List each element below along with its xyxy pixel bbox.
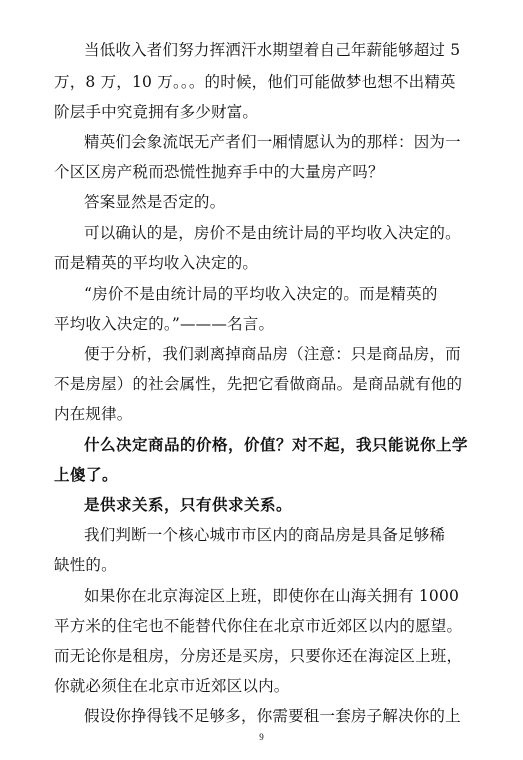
page-number: 9 xyxy=(259,732,264,742)
paragraph-line: 个区区房产税而恐慌性抛弃手中的大量房产吗？ xyxy=(54,163,384,181)
paragraph-line: 精英们会象流氓无产者们一厢情愿认为的那样：因为一 xyxy=(84,133,461,151)
paragraph-line: 当低收入者们努力挥洒汗水期望着自己年薪能够超过 5 xyxy=(84,41,461,59)
paragraph-line: 你就必须住在北京市近郊区以内。 xyxy=(54,677,290,695)
paragraph-line: 而无论你是租房，分房还是买房，只要你还在海淀区上班， xyxy=(54,647,463,665)
paragraph-line: 平方米的住宅也不能替代你住在北京市近郊区以内的愿望。 xyxy=(54,617,463,635)
quote-line: “房价不是由统计局的平均收入决定的。而是精英的 xyxy=(84,285,438,303)
paragraph-line: 我们判断一个核心城市市区内的商品房是具备足够稀 xyxy=(84,526,446,544)
bold-paragraph-line: 什么决定商品的价格，价值？对不起，我只能说你上学 xyxy=(84,436,469,454)
paragraph-line: 答案显然是否定的。 xyxy=(84,193,226,211)
bold-paragraph-line: 是供求关系，只有供求关系。 xyxy=(84,496,293,514)
paragraph-line: 内在规律。 xyxy=(54,405,133,423)
quote-line: 平均收入决定的。”———名言。 xyxy=(54,315,275,333)
paragraph-line: 不是房屋）的社会属性，先把它看做商品。是商品就有他的 xyxy=(54,375,463,393)
paragraph-line: 如果你在北京海淀区上班，即使你在山海关拥有 1000 xyxy=(84,587,460,605)
bold-paragraph-line: 上傻了。 xyxy=(54,466,119,484)
paragraph-line: 缺性的。 xyxy=(54,556,117,574)
paragraph-line: 阶层手中究竟拥有多少财富。 xyxy=(54,103,259,121)
paragraph-line: 而是精英的平均收入决定的。 xyxy=(54,254,259,272)
paragraph-line: 假设你挣得钱不足够多，你需要租一套房子解决你的上 xyxy=(84,707,461,725)
paragraph-line: 万，8 万，10 万。。。的时候，他们可能做梦也想不出精英 xyxy=(54,73,456,91)
paragraph-line: 可以确认的是，房价不是由统计局的平均收入决定的。 xyxy=(84,224,461,242)
paragraph-line: 便于分析，我们剥离掉商品房（注意：只是商品房，而 xyxy=(84,345,461,363)
